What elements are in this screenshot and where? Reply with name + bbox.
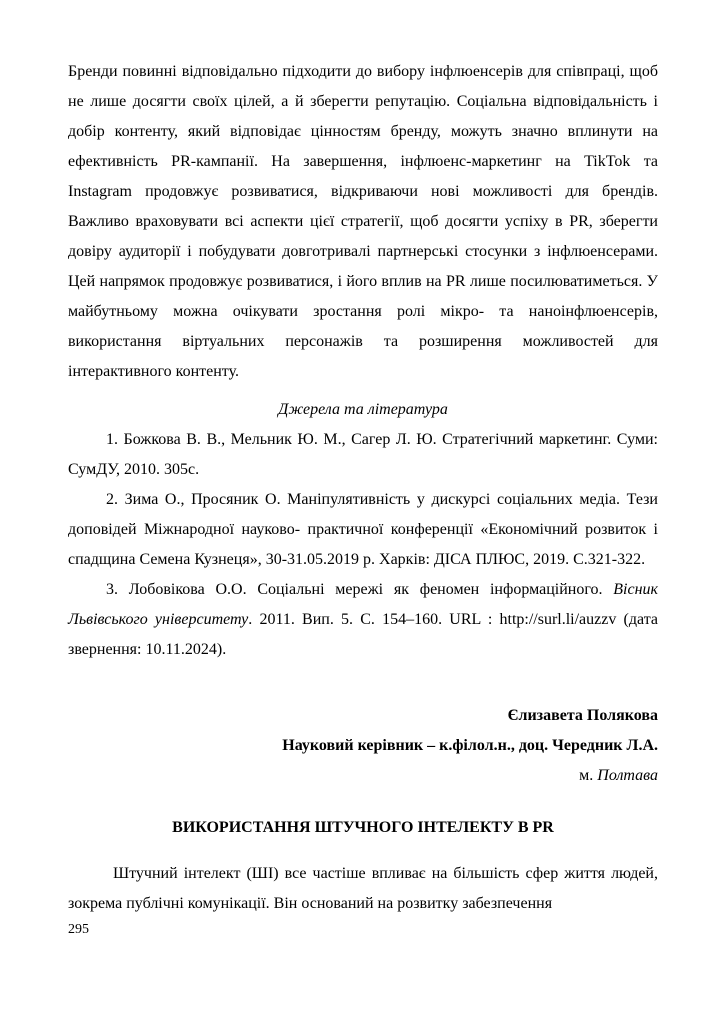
article-title: ВИКОРИСТАННЯ ШТУЧНОГО ІНТЕЛЕКТУ В PR: [172, 819, 554, 836]
city-prefix: м.: [579, 767, 598, 784]
reference-text-post: . 2011. Вип. 5. С. 154–160. URL : http://surl.li/auzzv (дата звернення: 10.11.2024).: [68, 611, 658, 658]
city-line: [68, 761, 658, 791]
page-number: 295: [68, 922, 89, 937]
author-name: Єлизавета Полякова: [507, 707, 658, 724]
paragraph-ai-intro: Штучний інтелект (ШІ) все частіше впливає на більшість сфер життя людей, зокрема публічні комунікації. Він оснований на розвитку забезпечення: [68, 865, 658, 912]
reference-item-1: 1. Божкова В. В., Мельник Ю. М., Сагер Л. Ю. Стратегічний маркетинг. Суми: СумДУ, 2010. 305с.: [68, 431, 658, 478]
reference-item-2: 2. Зима О., Просяник О. Маніпулятивність у дискурсі соціальних медіа. Тези доповідей Міжнародної науково- практичної конференції «Економічний розвиток і спадщина Семена Кузнеця», 30-31.05.2019 р. Харків: ДІСА ПЛЮС, 2019. С.321-322.: [68, 491, 658, 568]
paragraph-influencer-marketing: Бренди повинні відповідально підходити до вибору інфлюенсерів для співпраці, щоб не лише досягти своїх цілей, а й зберегти репутацію. Соціальна відповідальність і добір контенту, який відповідає цінностям бренду, можуть значно вплинути на ефективність PR-кампанії. На завершення, інфлюенс-маркетинг на TikTok та Instagram продовжує розвиватися, відкриваючи нові можливості для брендів. Важливо враховувати всі аспекти цієї стратегії, щоб досягти успіху в PR, зберегти довіру аудиторії і побудувати довготривалі партнерські стосунки з інфлюенсерами. Цей напрямок продовжує розвиватися, і його вплив на PR лише посилюватиметься. У майбутньому можна очікувати зростання ролі мікро- та наноінфлюенсерів, використання віртуальних персонажів та розширення можливостей для інтерактивного контенту.: [68, 63, 658, 380]
city-name: Полтава: [597, 767, 658, 784]
reference-text-pre: 3. Лобовікова О.О. Соціальні мережі як феномен інформаційного.: [106, 581, 614, 598]
sources-heading: Джерела та література: [278, 401, 448, 418]
supervisor-line: Науковий керівник – к.філол.н., доц. Чередник Л.А.: [282, 737, 658, 754]
reference-item-3: [68, 575, 658, 665]
reference-journal-title: Вісник Львівського університету: [68, 581, 658, 628]
signature-block: [68, 701, 658, 791]
